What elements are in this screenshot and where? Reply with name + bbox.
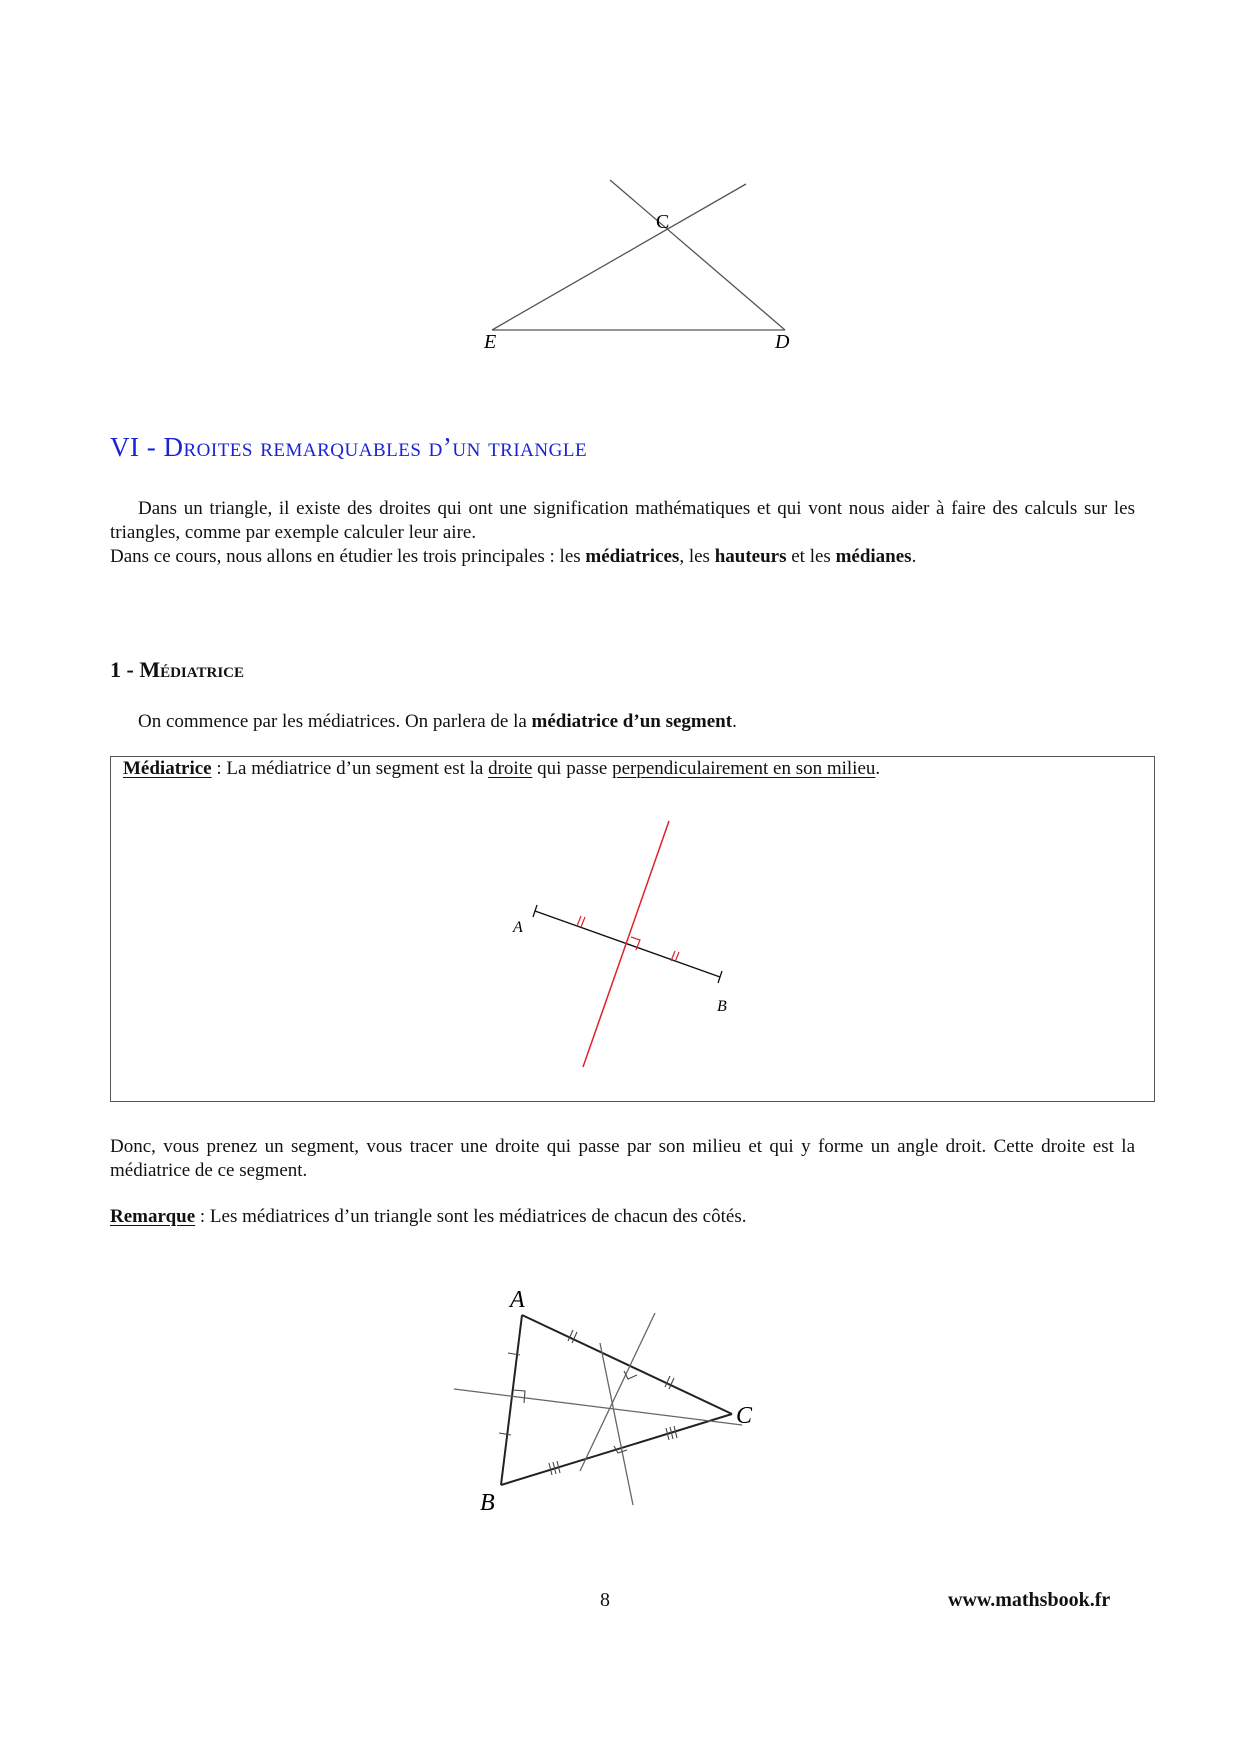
equal-mark-1b [581, 917, 585, 927]
lead-prefix: On commence par les médiatrices. On parlera de la [138, 711, 532, 732]
page-number: 8 [600, 1589, 610, 1611]
intro-end: . [911, 546, 917, 567]
definition-u1: droite [488, 758, 533, 779]
figure-triangle-bisectors [450, 1285, 770, 1520]
intro-line1: Dans un triangle, il existe des droites qui ont une signification mathématiques et qui vont nous aider à faire des calculs sur les triangles, comme par exemple calculer leur aire. [110, 498, 1135, 543]
figure-perpendicular-bisector [491, 807, 811, 1097]
intro-line2-prefix: Dans ce cours, nous allons en étudier les trois principales : les [110, 546, 586, 567]
remark [110, 1205, 746, 1229]
intro-sep2: et les [786, 546, 836, 567]
term-mediatrices: médiatrices [585, 546, 680, 567]
section-heading [110, 432, 587, 463]
term-hauteurs: hauteurs [714, 546, 787, 567]
lead-end: . [732, 711, 737, 732]
right-angle-ac [624, 1371, 637, 1379]
label-b: B [717, 998, 727, 1015]
bisector-bc [600, 1343, 633, 1505]
section-number: VI - [110, 432, 164, 462]
definition-t1: : La médiatrice d’un segment est la [211, 758, 489, 779]
definition-box [110, 756, 1155, 1102]
definition-text [123, 757, 880, 781]
definition-term: Médiatrice [123, 758, 212, 779]
remark-text: : Les médiatrices d’un triangle sont les médiatrices de chacun des côtés. [195, 1206, 747, 1227]
subsection-number: 1 - [110, 657, 140, 682]
section-title-text: Droites remarquables d’un triangle [163, 432, 588, 462]
bisector-ab [454, 1389, 742, 1425]
remark-term: Remarque [110, 1206, 196, 1227]
equal-mark-1a [577, 916, 581, 926]
term-medianes: médianes [835, 546, 912, 567]
label-c: C [656, 211, 670, 233]
bisector-line [583, 821, 669, 1067]
label-a: A [513, 919, 523, 936]
explanation-paragraph: Donc, vous prenez un segment, vous tracer une droite qui passe par son milieu et qui y forme un angle droit. Cette droite est la médiatrice de ce segment. [110, 1136, 1135, 1181]
side-ac [522, 1315, 732, 1414]
line-cd [610, 180, 785, 330]
intro-paragraph [110, 497, 1135, 569]
segment-ab [535, 911, 720, 977]
side-ab [501, 1315, 522, 1485]
label-e: E [484, 331, 497, 353]
definition-t3: . [875, 758, 881, 779]
subsection-heading [110, 657, 244, 683]
bisector-ac [580, 1313, 655, 1471]
subsection-title-text: Médiatrice [139, 657, 244, 682]
label-d: D [775, 331, 790, 353]
lead-bold: médiatrice d’un segment [531, 711, 733, 732]
equal-mark-2b [675, 952, 679, 962]
figure-triangle-ecd [470, 170, 800, 360]
label-b: B [480, 1490, 495, 1516]
line-ec [492, 184, 746, 330]
tick-ab-2 [499, 1433, 511, 1435]
label-a: A [510, 1287, 525, 1313]
label-c: C [736, 1403, 753, 1429]
lead-sentence [138, 710, 737, 734]
definition-t2: qui passe [532, 758, 613, 779]
definition-u2: perpendiculairement en son milieu [612, 758, 876, 779]
intro-sep1: , les [679, 546, 715, 567]
site-url[interactable]: www.mathsbook.fr [948, 1589, 1111, 1611]
